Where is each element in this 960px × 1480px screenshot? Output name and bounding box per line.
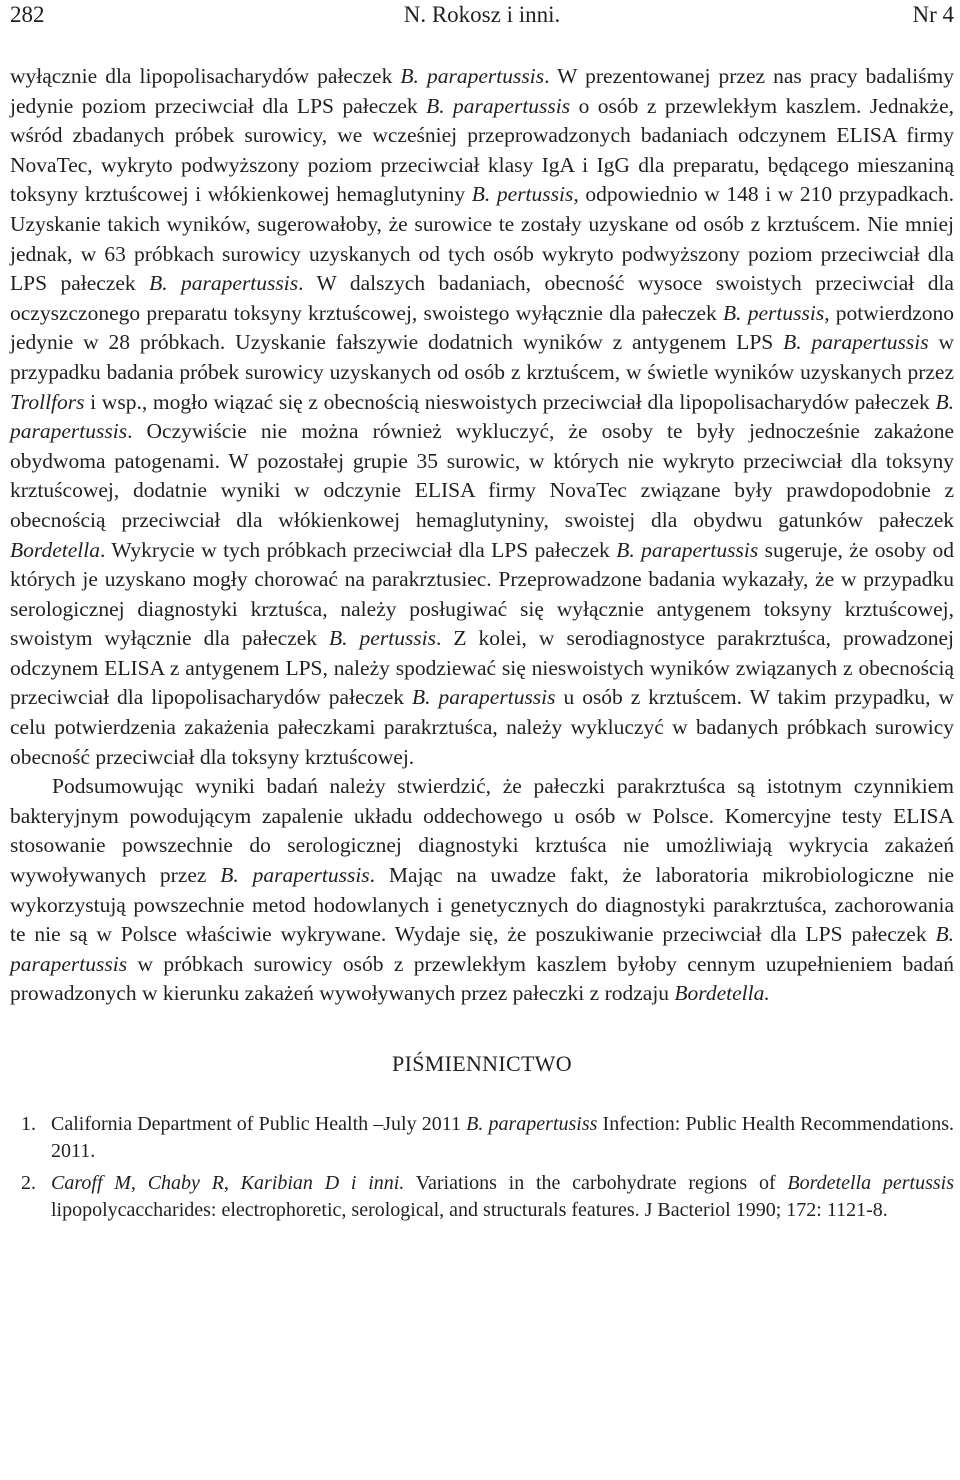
author-name: Trollfors xyxy=(10,389,85,414)
text-run: Podsumowując wyniki badań należy stwierdzić, że pałeczki parakrztuśca są istotnym czynnikiem bakteryjnym powodującym zapalenie układu oddechowego u osób w Polsce. Komercyjne testy ELISA stosowanie powszechnie do serologicznej diagnostyki krztuśca nie umożliwiają wykrycia zakażeń wywoływanych przez xyxy=(10,774,954,888)
running-header xyxy=(10,0,954,40)
text-run: i wsp., mogło wiązać się z obecnością nieswoistych przeciwciał dla lipopolisacharydów pałeczek xyxy=(84,389,936,414)
reference-number: 1. xyxy=(21,1113,36,1135)
text-run: . Wykrycie w tych próbkach przeciwciał dla LPS pałeczek xyxy=(99,537,617,562)
text-run: . W dalszych badaniach, obecność wysoce swoistych przeciwciał dla oczyszczonego preparatu toksyny krztuścowej, swoistego wyłącznie dla pałeczek xyxy=(10,271,954,325)
text-run: wyłącznie dla lipopolisacharydów pałeczek xyxy=(10,64,401,88)
species-name: B. parapertussis xyxy=(426,93,571,118)
issue-number: Nr 4 xyxy=(912,2,954,27)
reference-authors: Caroff M, Chaby R, Karibian D i inni. xyxy=(51,1172,405,1194)
species-name: B. parapertussis xyxy=(149,271,299,296)
text-run: lipopolycaccharides: electrophoretic, serological, and structurals features. J Bacteriol 1990; 172: 1121-8. xyxy=(51,1199,888,1221)
text-run: u osób z krztuścem. W takim przypadku, w celu potwierdzenia zakażenia pałeczkami parakrztuśca, należy wykluczyć w badanych próbkach surowicy obecność przeciwciał dla toksyny krztuścowej. xyxy=(10,685,954,769)
text-run: . Mając na uwadze fakt, że laboratoria mikrobiologiczne nie wykorzystują powszechnie metod hodowlanych i genetycznych do diagnostyki parakrztuśca, zachorowania te nie są w Polsce właściwie wykrywane. Wydaje się, że poszukiwanie przeciwciał dla LPS pałeczek xyxy=(10,863,955,947)
species-name: B. pertussis xyxy=(329,626,437,651)
text-run: Variations in the carbohydrate regions of xyxy=(404,1172,788,1194)
text-run: Infection: Public Health Recommendations. 2011. xyxy=(51,1113,955,1162)
body-text xyxy=(10,62,954,1009)
species-name: B. parapertussis xyxy=(400,64,545,88)
text-run: California Department of Public Health –July 2011 xyxy=(51,1113,467,1135)
header-authors: N. Rokosz i inni. xyxy=(403,2,561,27)
species-name: B. parapertussis xyxy=(616,537,759,562)
species-name: B. parapertusiss xyxy=(466,1113,598,1135)
page-number: 282 xyxy=(10,2,45,27)
text-run: , potwierdzono jedynie w 28 próbkach. Uzyskanie fałszywie dodatnich wyników z antygenem LPS xyxy=(10,300,954,355)
paragraph-summary xyxy=(10,772,954,1009)
species-name: B. pertussis xyxy=(723,300,825,325)
reference-number: 2. xyxy=(21,1172,36,1194)
page xyxy=(10,0,954,1229)
text-run: . Oczywiście nie można również wykluczyć, że osoby te były jednocześnie zakażone obydwoma patogenami. W pozostałej grupie 35 surowic, w których nie wykryto przeciwciał dla toksyny krztuścowej, dodatnie wyniki w odczynie ELISA firmy NovaTec związane były prawdopodobnie z obecnością przeciwciał dla włókienkowej hemaglutyniny, swoistej dla obydwu gatunków pałeczek xyxy=(10,419,954,532)
species-name: B. parapertussis xyxy=(10,922,954,976)
species-name: Bordetella pertussis xyxy=(787,1172,954,1194)
references-heading: PIŚMIENNICTWO xyxy=(392,1051,572,1076)
reference-item xyxy=(10,1111,954,1165)
text-run: . W prezentowanej przez nas pracy badaliśmy jedynie poziom przeciwciał dla LPS pałeczek xyxy=(10,64,954,118)
species-name: B. parapertussis xyxy=(10,389,954,444)
species-name: B. parapertussis xyxy=(220,863,370,888)
species-name: B. parapertussis xyxy=(783,330,929,355)
text-run: o osób z przewlekłym kaszlem. Jednakże, wśród zbadanych próbek surowicy, we wcześniej przeprowadzonych badaniach odczynem ELISA firmy NovaTec, wykryto podwyższony poziom przeciwciał klasy IgA i IgG dla preparatu, będącego mieszaniną toksyny krztuścowej i włókienkowej hemaglutyniny xyxy=(10,93,955,207)
species-name: B. parapertussis xyxy=(411,685,556,710)
text-run: . Z kolei, w serodiagnostyce parakrztuśca, prowadzonej odczynem ELISA z antygenem LPS, należy spodziewać się nieswoistych wyników związanych z obecnością przeciwciał dla lipopolisacharydów pałeczek xyxy=(10,626,955,710)
text-run: sugeruje, że osoby od których je uzyskano mogły chorować na parakrztusiec. Przeprowadzone badania wykazały, że w przypadku serologicznej diagnostyki krztuśca, należy posługiwać się wyłącznie antygenem toksyny krztuścowej, swoistym wyłącznie dla pałeczek xyxy=(10,537,954,651)
text-run: w przypadku badania próbek surowicy uzyskanych od osób z krztuścem, w świetle wyników uzyskanych przez xyxy=(10,330,954,384)
reference-list xyxy=(10,1111,954,1224)
genus-name: Bordetella. xyxy=(674,981,770,1006)
species-name: B. pertussis, xyxy=(471,182,579,207)
paragraph-discussion xyxy=(10,62,954,772)
text-run: w próbkach surowicy osób z przewlekłym kaszlem byłoby cennym uzupełnieniem badań prowadzonych w kierunku zakażeń wywoływanych przez pałeczki z rodzaju xyxy=(10,951,954,1006)
text-run: odpowiednio w 148 i w 210 przypadkach. Uzyskanie takich wyników, sugerowałoby, że surowice te zostały uzyskane od osób z krztuścem. Nie mniej jednak, w 63 próbkach surowicy uzyskanych od tych osób wykryto podwyższony poziom przeciwciał dla LPS pałeczek xyxy=(10,182,954,296)
reference-item xyxy=(10,1170,954,1224)
genus-name: Bordetella xyxy=(10,537,100,562)
